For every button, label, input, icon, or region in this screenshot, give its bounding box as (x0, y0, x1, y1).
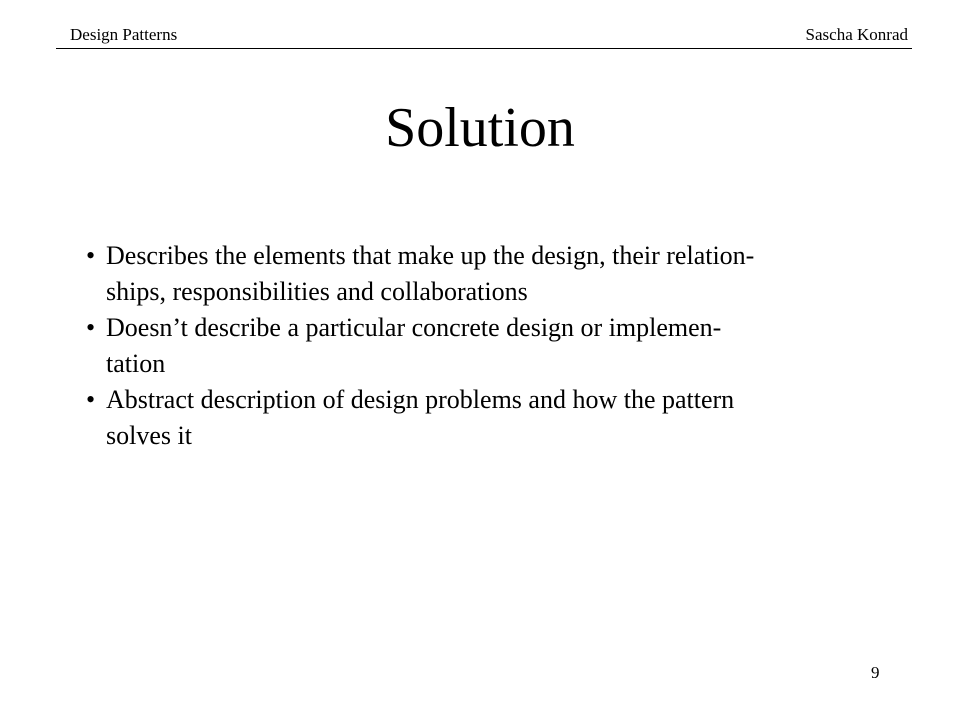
bullet-dot-icon: • (86, 241, 96, 270)
bullet-line: solves it (106, 421, 192, 450)
bullet-dot-icon: • (86, 313, 96, 342)
header-author-name: Sascha Konrad (805, 25, 908, 44)
bullet-item (86, 238, 916, 310)
header-course-title: Design Patterns (70, 25, 178, 44)
bullet-line: Abstract description of design problems and how the pattern (106, 385, 735, 414)
bullet-line: ships, responsibilities and collaborations (106, 277, 528, 306)
bullet-line: tation (106, 349, 166, 378)
slide-title: Solution (385, 97, 575, 159)
page-number: 9 (871, 663, 880, 682)
bullet-line: Doesn’t describe a particular concrete design or implemen- (106, 313, 722, 342)
bullet-item (86, 310, 916, 382)
bullet-item (86, 382, 916, 454)
bullet-line: Describes the elements that make up the design, their relation- (106, 241, 755, 270)
bullet-list (86, 238, 916, 454)
slide-header (56, 22, 912, 49)
bullet-dot-icon: • (86, 385, 96, 414)
